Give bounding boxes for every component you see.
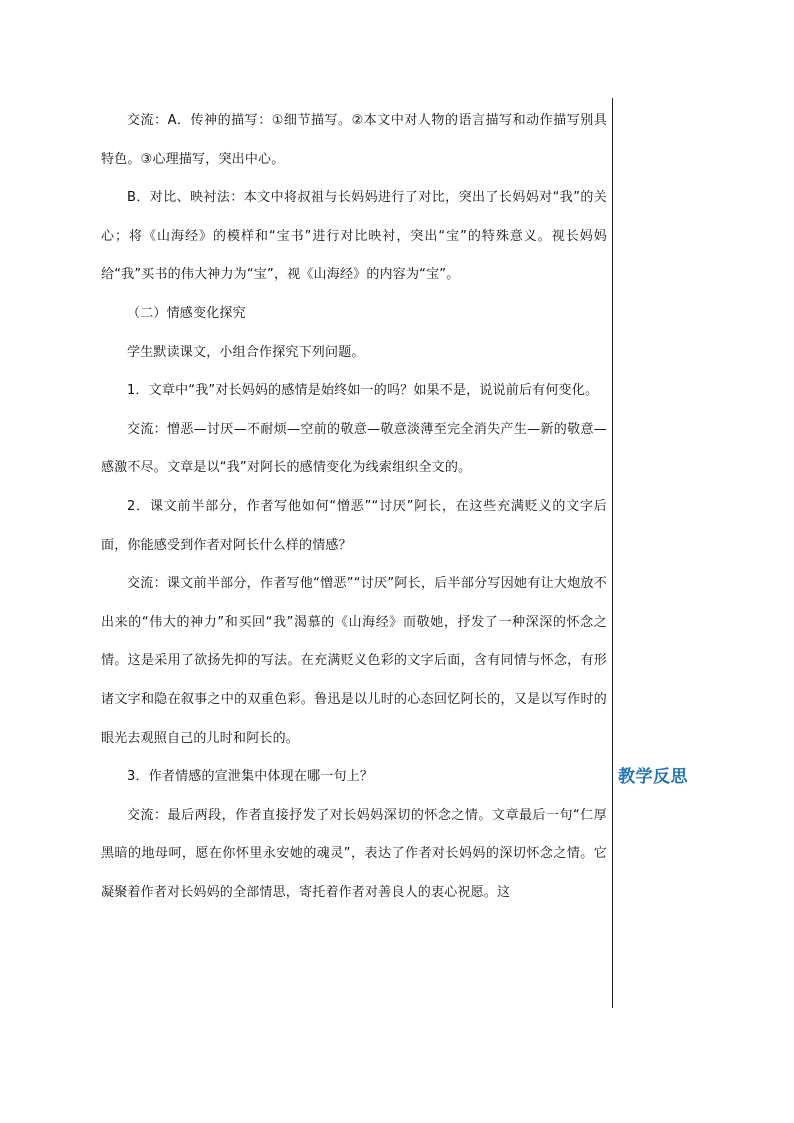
column-divider (612, 98, 613, 1008)
paragraph-8: 交流：课文前半部分，作者写他“憎恶”“讨厌”阿长，后半部分写因她有让大炮放不出来的“伟大的神力”和买回“我”渴慕的《山海经》而敬她，抒发了一种深深的怀念之情。这是采用了欲扬先抑的写法。在充满贬义色彩的文字后面，含有同情与怀念，有形诸文字和隐在叙事之中的双重色彩。鲁迅是以儿时的心态回忆阿长的，又是以写作时的眼光去观照自己的儿时和阿长的。 (101, 576, 607, 746)
paragraph-6: 交流：憎恶—讨厌—不耐烦—空前的敬意—敬意淡薄至完全消失产生—新的敬意—感激不尽。文章是以“我”对阿长的感情变化为线索组织全文的。 (101, 421, 607, 476)
teaching-reflection-label: 教学反思 (618, 767, 688, 787)
paragraph-2: B．对比、映衬法：本文中将叔祖与长妈妈进行了对比，突出了长妈妈对“我”的关心；将《山海经》的模样和“宝书”进行对比映衬，突出“宝”的特殊意义。视长妈妈给“我”买书的伟大神力为“宝”，视《山海经》的内容为“宝”。 (101, 190, 607, 283)
main-text-column (101, 102, 607, 912)
paragraph-3: （二）情感变化探究 (127, 305, 246, 321)
paragraph-4: 学生默读课文，小组合作探究下列问题。 (127, 344, 365, 360)
paragraph-1: 交流：A．传神的描写：①细节描写。②本文中对人物的语言描写和动作描写别具特色。③心理描写，突出中心。 (101, 113, 607, 167)
paragraph-5: 1．文章中“我”对长妈妈的感情是始终如一的吗？如果不是，说说前后有何变化。 (127, 383, 599, 399)
paragraph-10: 交流：最后两段，作者直接抒发了对长妈妈深切的怀念之情。文章最后一句“仁厚黑暗的地母呵，愿在你怀里永安她的魂灵”，表达了作者对长妈妈的深切怀念之情。它凝聚着作者对长妈妈的全部情思，寄托着作者对善良人的衷心祝愿。这 (101, 807, 607, 900)
paragraph-7: 2．课文前半部分，作者写他如何“憎恶”“讨厌”阿长，在这些充满贬义的文字后面，你能感受到作者对阿长什么样的情感？ (101, 498, 607, 553)
paragraph-9: 3．作者情感的宣泄集中体现在哪一句上？ (127, 769, 374, 785)
